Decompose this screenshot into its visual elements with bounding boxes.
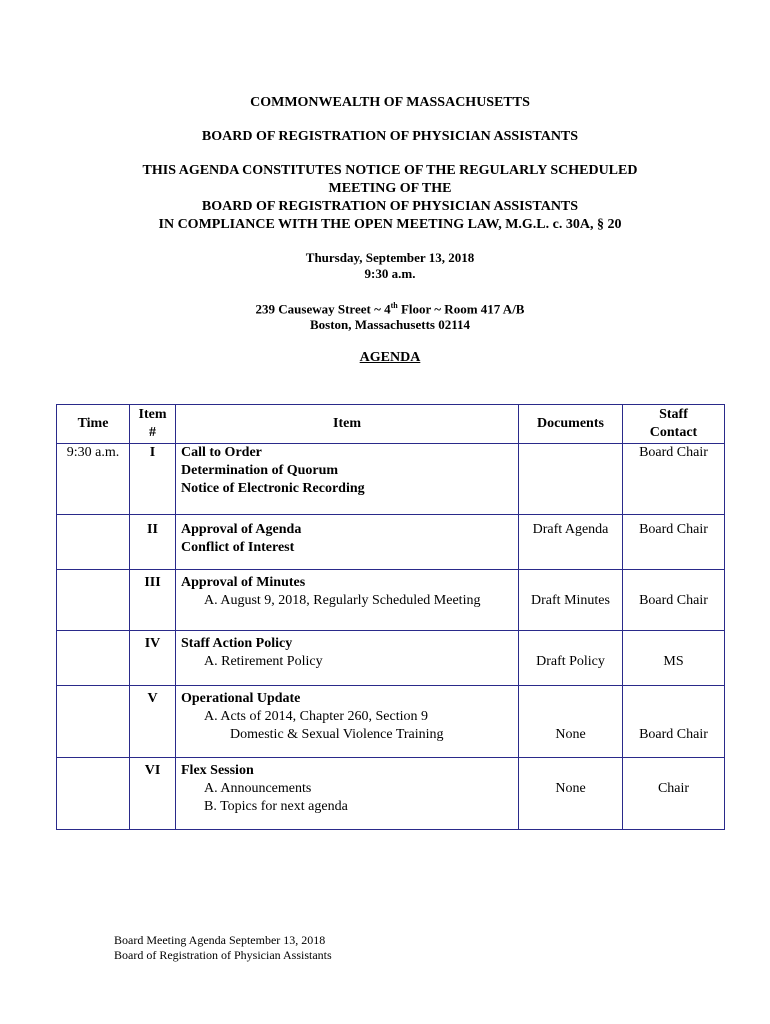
- row-number: VI: [130, 758, 176, 830]
- footer-line-1: Board Meeting Agenda September 13, 2018: [114, 933, 326, 947]
- item-title: Approval of Minutes: [181, 575, 306, 590]
- row-documents: None: [519, 686, 623, 758]
- table-row: [57, 631, 725, 686]
- item-subpoint: A. Acts of 2014, Chapter 260, Section 9: [204, 709, 428, 724]
- table-row: [57, 686, 725, 758]
- item-title: Notice of Electronic Recording: [181, 481, 365, 496]
- row-time: [57, 758, 130, 830]
- board-title: BOARD OF REGISTRATION OF PHYSICIAN ASSISTANTS: [201, 129, 579, 144]
- row-number: I: [130, 444, 176, 515]
- row-number: V: [130, 686, 176, 758]
- notice-line-2: MEETING OF THE: [328, 181, 452, 196]
- row-staff-contact: Board Chair: [623, 444, 725, 515]
- row-number: II: [130, 515, 176, 570]
- row-number: III: [130, 570, 176, 631]
- item-subpoint: A. Announcements: [204, 781, 312, 796]
- row-item: [176, 631, 519, 686]
- table-row: [57, 444, 725, 515]
- item-title: Approval of Agenda: [181, 522, 302, 537]
- notice-line-3: BOARD OF REGISTRATION OF PHYSICIAN ASSISTANTS: [201, 199, 579, 214]
- table-row: [57, 758, 725, 830]
- item-subpoint: A. August 9, 2018, Regularly Scheduled Meeting: [204, 593, 481, 608]
- table-row: [57, 515, 725, 570]
- row-time: 9:30 a.m.: [57, 444, 130, 515]
- col-header-documents: Documents: [519, 405, 623, 444]
- agenda-title: AGENDA: [359, 350, 421, 366]
- row-documents: None: [519, 758, 623, 830]
- row-time: [57, 570, 130, 631]
- item-title: Determination of Quorum: [181, 463, 339, 478]
- table-header-row: [57, 405, 725, 444]
- row-staff-contact: Board Chair: [623, 515, 725, 570]
- row-item: [176, 686, 519, 758]
- footer-line-2: Board of Registration of Physician Assistants: [114, 948, 332, 962]
- row-staff-contact: MS: [623, 631, 725, 686]
- row-staff-contact: Chair: [623, 758, 725, 830]
- commonwealth-title: COMMONWEALTH OF MASSACHUSETTS: [250, 95, 530, 110]
- address-post: Floor ~ Room 417 A/B: [397, 301, 525, 317]
- item-title: Conflict of Interest: [181, 540, 295, 555]
- meeting-time: 9:30 a.m.: [364, 266, 416, 281]
- col-header-item-number: Item #: [130, 405, 176, 444]
- row-time: [57, 686, 130, 758]
- row-item: [176, 570, 519, 631]
- address-pre: 239 Causeway Street ~ 4: [255, 301, 391, 317]
- item-title: Operational Update: [181, 691, 301, 706]
- row-documents: Draft Policy: [519, 631, 623, 686]
- notice-line-1: THIS AGENDA CONSTITUTES NOTICE OF THE REGULARLY SCHEDULED: [142, 163, 638, 178]
- col-header-staff-contact: Staff Contact: [623, 405, 725, 444]
- row-item: [176, 515, 519, 570]
- meeting-date: Thursday, September 13, 2018: [305, 250, 475, 265]
- item-subpoint: Domestic & Sexual Violence Training: [230, 727, 444, 742]
- row-time: [57, 631, 130, 686]
- agenda-table: [56, 404, 725, 830]
- item-subpoint: A. Retirement Policy: [204, 654, 323, 669]
- document-header: [0, 94, 770, 367]
- row-item: [176, 758, 519, 830]
- item-title: Call to Order: [181, 445, 262, 460]
- row-item: [176, 444, 519, 515]
- table-row: [57, 570, 725, 631]
- col-header-item: Item: [176, 405, 519, 444]
- row-documents: Draft Agenda: [519, 515, 623, 570]
- item-title: Flex Session: [181, 763, 254, 778]
- address-sup: th: [390, 301, 398, 310]
- row-documents: Draft Minutes: [519, 570, 623, 631]
- meeting-address: [0, 298, 770, 317]
- document-footer: [114, 933, 332, 963]
- row-staff-contact: Board Chair: [623, 686, 725, 758]
- notice-line-4: IN COMPLIANCE WITH THE OPEN MEETING LAW, M.G.L. c. 30A, § 20: [158, 217, 622, 232]
- meeting-city: Boston, Massachusetts 02114: [310, 317, 470, 333]
- item-subpoint: B. Topics for next agenda: [204, 799, 348, 814]
- row-staff-contact: Board Chair: [623, 570, 725, 631]
- row-number: IV: [130, 631, 176, 686]
- row-time: [57, 515, 130, 570]
- row-documents: [519, 444, 623, 515]
- item-title: Staff Action Policy: [181, 636, 293, 651]
- col-header-time: Time: [57, 405, 130, 444]
